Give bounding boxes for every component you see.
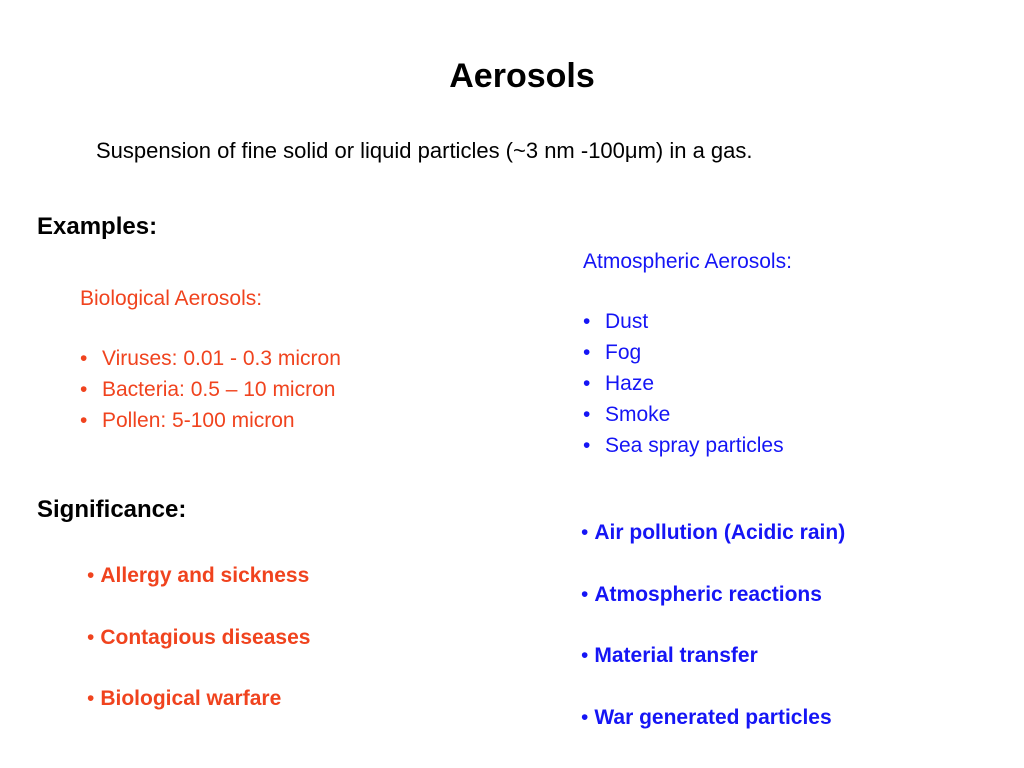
definition-text: Suspension of fine solid or liquid particles (~3 nm -100μm) in a gas.	[96, 138, 753, 163]
list-item-text: Fog	[605, 341, 642, 364]
list-item	[87, 624, 310, 686]
list-item-text: Biological warfare	[100, 687, 282, 710]
bullet-icon: •	[581, 582, 589, 606]
atmospheric-aerosols-list	[583, 308, 784, 463]
bullet-icon: •	[87, 687, 95, 710]
list-item-text: Material transfer	[594, 644, 758, 667]
list-item	[80, 345, 341, 376]
list-item	[581, 581, 845, 643]
bullet-icon: •	[80, 378, 88, 401]
bullet-icon: •	[583, 341, 591, 364]
list-item-text: Bacteria: 0.5 – 10 micron	[102, 378, 336, 401]
atmospheric-aerosols-title: Atmospheric Aerosols:	[583, 250, 792, 273]
list-item-text: Dust	[605, 310, 649, 333]
bullet-icon: •	[581, 521, 589, 544]
examples-heading: Examples:	[37, 213, 158, 240]
list-item	[87, 685, 310, 747]
list-item	[581, 642, 845, 704]
bullet-icon: •	[80, 347, 88, 370]
significance-atmospheric-list	[581, 519, 845, 765]
bullet-icon: •	[581, 644, 589, 667]
list-item-text: Pollen: 5-100 micron	[102, 409, 295, 432]
bullet-icon: •	[87, 625, 95, 649]
list-item	[583, 370, 784, 401]
list-item-text: Contagious diseases	[100, 625, 311, 649]
list-item	[583, 401, 784, 432]
list-item-text: Viruses: 0.01 - 0.3 micron	[102, 347, 341, 370]
list-item	[581, 704, 845, 766]
bullet-icon: •	[80, 409, 88, 432]
list-item	[583, 432, 784, 463]
bullet-icon: •	[583, 434, 591, 457]
list-item-text: Air pollution (Acidic rain)	[594, 521, 846, 544]
list-item	[583, 339, 784, 370]
list-item-text: Allergy and sickness	[100, 564, 310, 587]
slide-title: Aerosols	[449, 57, 595, 95]
list-item	[87, 562, 310, 624]
list-item	[80, 376, 341, 407]
significance-biological-list	[87, 562, 310, 747]
list-item-text: Sea spray particles	[605, 434, 784, 457]
bullet-icon: •	[583, 310, 591, 333]
list-item-text: Smoke	[605, 403, 671, 426]
list-item	[583, 308, 784, 339]
list-item-text: War generated particles	[594, 705, 832, 729]
bullet-icon: •	[583, 403, 591, 426]
list-item	[80, 407, 341, 438]
biological-aerosols-list	[80, 345, 341, 438]
list-item-text: Atmospheric reactions	[594, 582, 822, 606]
significance-heading: Significance:	[37, 496, 187, 523]
list-item	[581, 519, 845, 581]
bullet-icon: •	[583, 372, 591, 395]
bullet-icon: •	[87, 564, 95, 587]
bullet-icon: •	[581, 705, 589, 729]
biological-aerosols-title: Biological Aerosols:	[80, 287, 263, 310]
list-item-text: Haze	[605, 372, 655, 395]
